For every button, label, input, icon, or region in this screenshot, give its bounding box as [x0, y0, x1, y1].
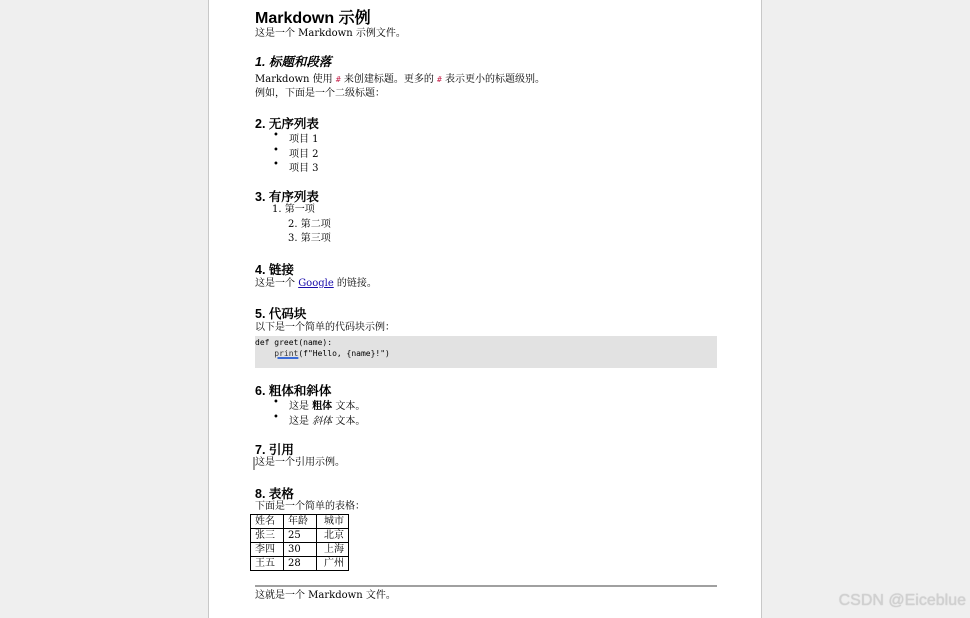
emphasis-list — [255, 397, 455, 427]
bullet-icon: • — [273, 397, 279, 408]
google-link[interactable]: Google — [298, 278, 334, 289]
list-item: • 这是 粗体 文本。 — [273, 397, 366, 412]
ordered-list-item: 2. 第二项 — [288, 219, 331, 230]
document-page — [208, 0, 762, 618]
section-5-intro: 以下是一个简单的代码块示例： — [255, 322, 395, 333]
ordered-list-item: 1. 第一项 — [272, 204, 315, 215]
section-6-heading: 6. 粗体和斜体 — [255, 384, 332, 398]
inline-code-hash: # — [437, 75, 442, 84]
section-3-heading: 3. 有序列表 — [255, 190, 319, 204]
table-cell: 28 — [284, 557, 317, 571]
table-row — [251, 529, 349, 543]
list-item: • 这是 斜体 文本。 — [273, 412, 366, 427]
horizontal-rule — [255, 585, 717, 587]
italic-text: 斜体 — [312, 416, 333, 427]
s4-text-before: 这是一个 — [255, 278, 299, 289]
list-item: • 项目 2 — [273, 145, 319, 160]
table-cell: 25 — [284, 529, 317, 543]
bullet-icon: • — [273, 145, 279, 156]
watermark: CSDN @Eiceblue — [838, 592, 966, 609]
data-table — [250, 514, 349, 571]
section-7-heading: 7. 引用 — [255, 443, 294, 457]
table-cell: 王五 — [251, 557, 284, 571]
section-8-heading: 8. 表格 — [255, 487, 294, 501]
s1-text-1: Markdown 使用 — [255, 74, 336, 85]
code-line-2: print(f"Hello, {name}!") — [274, 349, 390, 358]
section-4-heading: 4. 链接 — [255, 263, 294, 277]
table-row — [251, 557, 349, 571]
s4-text-after: 的链接。 — [333, 278, 377, 289]
table-header-cell: 姓名 — [251, 515, 284, 529]
list-item: • 项目 3 — [273, 159, 319, 174]
list-item: • 项目 1 — [273, 130, 319, 145]
s1-text-2: 来创建标题。更多的 — [340, 74, 438, 85]
bold-text: 粗体 — [312, 401, 333, 412]
bullet-icon: • — [273, 412, 279, 423]
section-8-intro: 下面是一个简单的表格： — [255, 501, 365, 512]
section-5-heading: 5. 代码块 — [255, 307, 307, 321]
bullet-icon: • — [273, 159, 279, 170]
document-title: Markdown 示例 — [255, 10, 371, 27]
intro-paragraph: 这是一个 Markdown 示例文件。 — [255, 28, 406, 39]
code-print-function: print — [274, 349, 299, 358]
table-cell: 广州 — [317, 557, 349, 571]
bullet-icon: • — [273, 130, 279, 141]
table-cell: 30 — [284, 543, 317, 557]
table-header-row — [251, 515, 349, 529]
section-2-heading: 2. 无序列表 — [255, 117, 319, 131]
s1-text-3: 表示更小的标题级别。 — [441, 74, 546, 85]
section-1-heading: 1. 标题和段落 — [255, 55, 332, 69]
code-block — [255, 336, 717, 368]
section-4-paragraph — [255, 277, 377, 291]
inline-code-hash: # — [335, 75, 341, 84]
section-1-line-2: 例如，下面是一个二级标题： — [255, 88, 385, 99]
table-cell: 北京 — [317, 529, 349, 543]
unordered-list — [255, 130, 455, 175]
table-header-cell: 城市 — [317, 515, 349, 529]
table-cell: 张三 — [251, 529, 284, 543]
table-row — [251, 543, 349, 557]
table-header-cell: 年龄 — [284, 515, 317, 529]
table-cell: 上海 — [317, 543, 349, 557]
closing-paragraph: 这就是一个 Markdown 文件。 — [255, 590, 396, 601]
table-cell: 李四 — [251, 543, 284, 557]
section-1-paragraph — [255, 73, 545, 87]
blockquote-text: 这是一个引用示例。 — [255, 457, 345, 468]
code-line-1: def greet(name): — [255, 338, 333, 347]
ordered-list-item: 3. 第三项 — [288, 233, 331, 244]
